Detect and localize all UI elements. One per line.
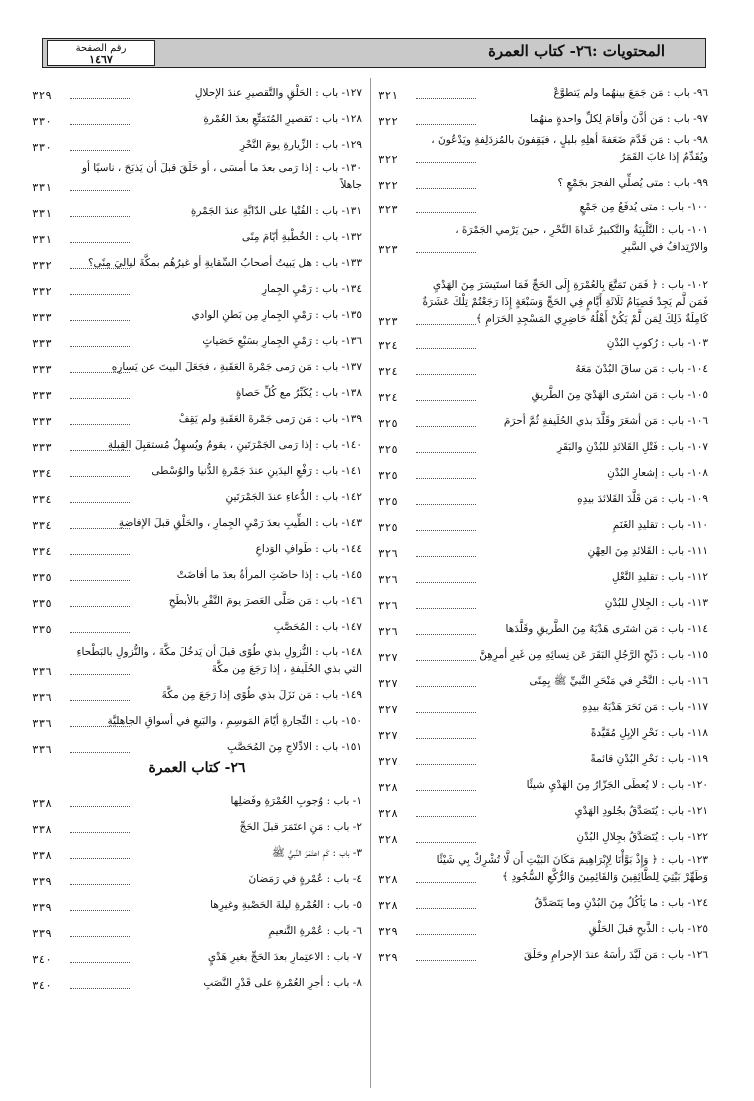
toc-entry[interactable] <box>378 586 708 612</box>
toc-entry-title: ٤- باب : عُمْرةٍ في رَمَضانَ <box>248 873 362 885</box>
toc-entry-page: ٣٣٨ <box>32 797 52 810</box>
toc-entry-title: ١٠٤- باب : مَن ساقَ البُدْنَ مَعَهُ <box>575 363 708 375</box>
toc-entry-page: ٣٢١ <box>378 89 398 102</box>
toc-entry-page: ٣٢٤ <box>378 391 398 404</box>
toc-entry-title: ١١٧- باب : مَن نَحَرَ هَدْيَهُ بيدِهِ <box>582 701 708 713</box>
toc-entry-title: ١٣٣- باب : هل يَبيتُ أصحابُ السِّقايةِ أو غيرُهُم بمكَّةَ لياليَ مِنًى؟ <box>87 257 362 269</box>
toc-entry-title: ١٣٠- باب : إذا رَمى بعدَ ما أمسَى ، أو حَلَقَ قبلَ أن يَذبَحَ ، ناسيًا أو جاهلاً <box>81 162 362 191</box>
toc-entry-title: ٧- باب : الاعتِمارِ بعدَ الحَجِّ بغيرِ هَدْيٍ <box>207 951 362 963</box>
toc-entry-title: ١١٥- باب : ذَبْحِ الرَّجُلِ البَقَرَ عَن نِسائِهِ مِن غَيرِ أمرِهِنَّ <box>479 649 708 661</box>
page-title: المحتويات :٢٦- كتاب العمرة <box>488 42 665 60</box>
toc-entry-page: ٣٣٩ <box>32 901 52 914</box>
toc-entry-page: ٣٣٣ <box>32 441 52 454</box>
toc-entry-title: ١٤٩- باب : مَن نَزَلَ بذي طُوًى إذا رَجَعَ مِن مكَّةَ <box>161 689 362 701</box>
toc-entry-page: ٣٣٣ <box>32 363 52 376</box>
toc-entry-page: ٣٢٢ <box>378 153 398 166</box>
toc-entry-page: ٣٣٨ <box>32 823 52 836</box>
toc-entry-title: ١١٨- باب : نَحْرِ الإبِلِ مُقَيَّدةً <box>590 727 708 739</box>
toc-entry-page: ٣٢٤ <box>378 339 398 352</box>
toc-entry-page: ٣٣٠ <box>32 115 52 128</box>
toc-entry-title: ١٠٩- باب : مَن قَلَّدَ القَلائدَ بيدِهِ <box>577 493 708 505</box>
toc-entry[interactable] <box>378 716 708 742</box>
toc-entry[interactable] <box>378 560 708 586</box>
toc-entry[interactable] <box>378 886 708 912</box>
toc-entry-title: ٩٦- باب : مَن جَمَعَ بينهُما ولم يَتطوَّعْ <box>553 87 708 99</box>
toc-entry[interactable] <box>378 638 708 664</box>
toc-entry[interactable] <box>32 480 362 506</box>
toc-entry-page: ٣٢٦ <box>378 573 398 586</box>
toc-entry-page: ٣٢٧ <box>378 651 398 664</box>
toc-entry[interactable] <box>378 482 708 508</box>
toc-entry-page: ٣٢٣ <box>378 315 398 328</box>
toc-entry[interactable] <box>32 584 362 610</box>
toc-entry-title: ١٣٨- باب : يُكَبِّرُ مع كُلِّ حَصاةٍ <box>235 387 362 399</box>
toc-entry[interactable] <box>32 610 362 636</box>
toc-entry[interactable] <box>378 846 708 886</box>
toc-entry[interactable] <box>378 742 708 768</box>
toc-entry-page: ٣٣٤ <box>32 545 52 558</box>
toc-entry-page: ٣٢٥ <box>378 521 398 534</box>
toc-entry-page: ٣٢٦ <box>378 547 398 560</box>
toc-entry-page: ٣٢٣ <box>378 203 398 216</box>
toc-entry[interactable] <box>378 128 708 166</box>
toc-entry[interactable] <box>378 328 708 352</box>
toc-entry-page: ٣٢٨ <box>378 899 398 912</box>
toc-entry-title: ١٤٦- باب : مَن صَلَّى العَصرَ يومَ النَّفْرِ بالأبطَحِ <box>168 595 362 607</box>
toc-entry[interactable] <box>32 836 362 862</box>
toc-entry[interactable] <box>32 636 362 678</box>
section-heading: ٢٦- كتاب العمرة <box>148 760 246 776</box>
toc-entry[interactable] <box>378 912 708 938</box>
toc-entry[interactable] <box>32 350 362 376</box>
toc-entry-page: ٣٣٣ <box>32 389 52 402</box>
toc-entry[interactable] <box>378 938 708 964</box>
toc-entry[interactable] <box>32 128 362 154</box>
toc-entry-title: ١٣٤- باب : رَمْيِ الجِمارِ <box>261 283 362 295</box>
page-header <box>42 38 706 68</box>
toc-entry-title: ١٢٣- باب : ﴿ وَإِذْ بَوَّأْنَا لِإِبْرَاهِيمَ مَكَانَ البَيْتِ أَن لَّا تُشْرِكْ بِي شَيْئًا وَطَهِّرْ بَيْتِيَ لِلطَّائِفِينَ وَالقَائِمِينَ وَالرُّكَّعِ السُّجُودِ ﴾ <box>436 854 708 883</box>
toc-entry[interactable] <box>32 298 362 324</box>
page-number-box <box>47 40 155 66</box>
toc-entry-title: ١٥٠- باب : التِّجارةِ أيّامَ المَوسِمِ ، والبَيعِ في أسواقِ الجاهليَّةِ <box>107 715 362 727</box>
toc-entry-page: ٣٢٦ <box>378 599 398 612</box>
toc-entry-page: ٣٢٨ <box>378 833 398 846</box>
toc-entry-page: ٣٢٥ <box>378 443 398 456</box>
toc-entry-page: ٣٤٠ <box>32 979 52 992</box>
toc-entry-page: ٣٣٨ <box>32 849 52 862</box>
toc-entry[interactable] <box>378 820 708 846</box>
toc-entry[interactable] <box>32 272 362 298</box>
toc-entry[interactable] <box>32 376 362 402</box>
toc-entry[interactable] <box>378 78 708 102</box>
toc-entry-title: ١٢١- باب : يُتَصَدَّقُ بجُلودِ الهَدْيِ <box>574 805 708 817</box>
toc-entry-page: ٣٣١ <box>32 207 52 220</box>
toc-entry-page: ٣٢٢ <box>378 115 398 128</box>
toc-entry[interactable] <box>378 352 708 378</box>
toc-entry-page: ٣٢٧ <box>378 703 398 716</box>
toc-entry[interactable] <box>378 612 708 638</box>
toc-entry-page: ٣٣٢ <box>32 285 52 298</box>
toc-entry[interactable] <box>378 216 708 256</box>
toc-entry-page: ٣٣٢ <box>32 259 52 272</box>
toc-entry-title: ١٢٤- باب : ما يَأكُلُ مِنَ البُدْنِ وما يَتَصَدَّقُ <box>534 897 708 909</box>
toc-entry-page: ٣٣٦ <box>32 691 52 704</box>
toc-entry[interactable] <box>32 914 362 940</box>
toc-entry-title: ١٥١- باب : الادِّلاجِ مِنَ المُحَصَّبِ <box>226 741 362 753</box>
toc-entry[interactable] <box>378 102 708 128</box>
toc-entry[interactable] <box>32 220 362 246</box>
toc-entry-title: ٦- باب : عُمْرةِ التَّنعيمِ <box>268 925 362 937</box>
toc-entry-page: ٣٣٩ <box>32 927 52 940</box>
toc-entry-title: ١٤٨- باب : النُّزولِ بذي طُوًى قبلَ أن يَدخُلَ مكَّةَ ، والنُّزولِ بالبَطْحاءِ التي بذي الحُلَيفةِ ، إذا رَجَعَ مِن مكَّةَ <box>76 646 362 675</box>
toc-entry[interactable] <box>32 532 362 558</box>
toc-entry-title: ١٤٥- باب : إذا حاضَتِ المرأةُ بعدَ ما أفاضَتْ <box>176 569 362 581</box>
toc-entry-title: ١٤٢- باب : الدُّعاءِ عندَ الجَمْرَتَينِ <box>225 491 362 503</box>
toc-entry-page: ٣٢٧ <box>378 677 398 690</box>
toc-entry-title: ١٠١- باب : التَّلْبِيَةُ والتَّكبيرُ غَداةَ النَّحْرِ ، حينَ يَرْمي الجَمْرَةَ ، والارْتِدافُ في السَّيرِ <box>455 224 708 253</box>
toc-entry-title: ١٢٢- باب : يُتَصَدَّقُ بجِلالِ البُدْنِ <box>576 831 708 843</box>
toc-entry-title: ١١٢- باب : تقليدِ النَّعْلِ <box>611 571 708 583</box>
toc-entry-title: ١٢٦- باب : مَن لَبَّدَ رأسَهُ عندَ الإحرامِ وحَلَقَ <box>524 949 708 961</box>
toc-entry-title: ١٤١- باب : رَفْعِ اليدَينِ عندَ جَمْرةِ الدُّنيا والوُسْطى <box>151 465 362 477</box>
toc-entry-title: ١٣١- باب : الفُتْيا على الدّابَّةِ عندَ الجَمْرةِ <box>190 205 362 217</box>
toc-entry-title: ١٠٢- باب : ﴿ فَمَن تَمَتَّعَ بِالعُمْرَةِ إِلَى الحَجِّ فَمَا استَيسَرَ مِنَ الهَدْيِ فَمَن لَّم يَجِدْ فَصِيَامُ ثَلَاثَةِ أَيَّامٍ فِي الحَجِّ وَسَبْعَةٍ إِذَا رَجَعْتُمْ تِلْكَ عَشَرَةٌ كَامِلَةٌ ذَلِكَ لِمَن لَّمْ يَكُنْ أَهْلُهُ حَاضِرِي المَسْجِدِ الحَرَامِ ﴾ <box>422 279 708 325</box>
toc-entry-title: ١١٦- باب : النَّحْرِ في مَنْحَرِ النَّبيِّ ﷺ بِمِنًى <box>529 675 708 687</box>
toc-entry[interactable] <box>32 888 362 914</box>
toc-entry[interactable] <box>378 534 708 560</box>
toc-entry-page: ٣٣١ <box>32 181 52 194</box>
page-number-label: رقم الصفحة <box>75 43 127 54</box>
toc-entry-page: ٣٣٤ <box>32 467 52 480</box>
toc-entry-page: ٣٣٣ <box>32 415 52 428</box>
toc-entry-page: ٣٣٣ <box>32 311 52 324</box>
toc-entry-title: ١١٣- باب : الجِلالِ للبُدْنِ <box>604 597 708 609</box>
toc-entry-page: ٣٢٢ <box>378 179 398 192</box>
toc-entry-page: ٣٢٨ <box>378 807 398 820</box>
toc-entry-title: ١٣٢- باب : الخُطْبةِ أيّامَ مِنًى <box>241 231 362 243</box>
toc-entry-page: ٣٣٤ <box>32 519 52 532</box>
toc-entry-page: ٣٢٥ <box>378 495 398 508</box>
toc-entry-title: ١٣٩- باب : مَن رَمى جَمْرةَ العَقَبةِ ولم يَقِفْ <box>178 413 362 425</box>
toc-entry[interactable] <box>378 378 708 404</box>
toc-entry-title: ١٠٧- باب : فَتْلِ القَلائدِ للبُدْنِ والبَقَرِ <box>557 441 708 453</box>
toc-entry-title: ٩٧- باب : مَن أذَّنَ وأقامَ لِكلِّ واحدةٍ منهُما <box>529 113 708 125</box>
toc-entry-page: ٣٣٦ <box>32 717 52 730</box>
toc-entry[interactable] <box>32 246 362 272</box>
toc-entry[interactable] <box>378 256 708 328</box>
toc-entry[interactable] <box>378 768 708 794</box>
toc-entry-page: ٣٢٧ <box>378 729 398 742</box>
toc-entry-title: ١٣٦- باب : رَمْيِ الجِمارِ بسَبْعِ حَصَياتٍ <box>202 335 362 347</box>
toc-entry-page: ٣٢٣ <box>378 243 398 256</box>
toc-entry[interactable] <box>378 794 708 820</box>
toc-entry[interactable] <box>32 784 362 810</box>
toc-entry[interactable] <box>32 154 362 194</box>
toc-entry-page: ٣٢٧ <box>378 755 398 768</box>
toc-entry-page: ٣٢٥ <box>378 469 398 482</box>
toc-entry-page: ٣٢٦ <box>378 625 398 638</box>
toc-entry-title: ١٣٧- باب : مَن رَمى جَمْرةَ العَقَبةِ ، فجَعَلَ البيتَ عن يَسارِهِ <box>111 361 362 373</box>
toc-entry-page: ٣٢٩ <box>378 951 398 964</box>
toc-entry[interactable] <box>32 810 362 836</box>
toc-entry-title: ١٠٣- باب : رُكوبِ البُدْنِ <box>606 337 708 349</box>
toc-entry-page: ٣٣٦ <box>32 665 52 678</box>
toc-entry[interactable] <box>378 690 708 716</box>
toc-entry-title: ١٤٧- باب : المُحَصَّبِ <box>273 621 362 633</box>
toc-entry[interactable] <box>32 506 362 532</box>
toc-entry-title: ١١٤- باب : مَن اشتَرى هَدْيَهُ مِنَ الطَّريقِ وقَلَّدَها <box>505 623 708 635</box>
toc-entry-title: ١١١- باب : القَلائدِ مِنَ العِهْنِ <box>587 545 708 557</box>
toc-entry-page: ٣٢٨ <box>378 873 398 886</box>
toc-entry[interactable] <box>378 404 708 430</box>
toc-entry-title: ٨- باب : أجرِ العُمْرةِ على قَدْرِ النَّصَبِ <box>203 977 362 989</box>
page-number: ١٤٦٧ <box>89 53 113 66</box>
toc-entry-title: ١- باب : وُجوبِ العُمْرَةِ وفَضلِها <box>230 795 362 807</box>
toc-entry-title: ٥- باب : العُمْرةِ ليلةَ الحَصْبةِ وغيرِها <box>210 899 362 911</box>
toc-entry-page: ٣٢٩ <box>378 925 398 938</box>
toc-entry[interactable] <box>32 78 362 102</box>
toc-entry[interactable] <box>378 664 708 690</box>
toc-entry[interactable] <box>32 966 362 992</box>
toc-entry[interactable] <box>378 166 708 192</box>
toc-entry[interactable] <box>32 704 362 730</box>
toc-entry[interactable] <box>378 430 708 456</box>
toc-entry-title: ٢- باب : مَنِ اعتَمَرَ قبلَ الحَجِّ <box>239 821 362 833</box>
toc-entry-page: ٣٣٥ <box>32 597 52 610</box>
toc-entry-page: ٣٣٩ <box>32 875 52 888</box>
toc-entry[interactable] <box>32 102 362 128</box>
toc-entry-title: ١٤٤- باب : طَوافِ الوَداعِ <box>255 543 362 555</box>
toc-entry[interactable] <box>32 428 362 454</box>
toc-entry-title: ١٤٣- باب : الطِّيبِ بعدَ رَمْيِ الجِمارِ ، والحَلْقِ قبلَ الإفاضةِ <box>118 517 362 529</box>
toc-entry-title: ١١٩- باب : نَحْرِ البُدْنِ قائمةً <box>590 753 708 765</box>
toc-entry-title: ١٠٦- باب : مَن أشعَرَ وقَلَّدَ بذي الحُلَيفةِ ثُمَّ أحرَمَ <box>503 415 708 427</box>
toc-entry-page: ٣٢٥ <box>378 417 398 430</box>
toc-entry[interactable] <box>32 454 362 480</box>
toc-entry[interactable] <box>32 678 362 704</box>
toc-entry-page: ٣٢٩ <box>32 89 52 102</box>
toc-entry-title: ١٢٥- باب : الذَّبحِ قبلَ الحَلْقِ <box>588 923 708 935</box>
toc-entry-page: ٣٣٥ <box>32 571 52 584</box>
toc-entry[interactable] <box>378 192 708 216</box>
toc-entry-page: ٣٣٥ <box>32 623 52 636</box>
toc-entry-page: ٣٣٦ <box>32 743 52 756</box>
toc-entry[interactable] <box>32 402 362 428</box>
toc-entry-title: ١٢٧- باب : الحَلْقِ والتَّقصيرِ عندَ الإحلالِ <box>194 87 362 99</box>
toc-entry-page: ٣٢٤ <box>378 365 398 378</box>
column-divider <box>370 78 371 1088</box>
toc-entry-page: ٣٣٣ <box>32 337 52 350</box>
toc-entry[interactable] <box>378 508 708 534</box>
toc-entry[interactable] <box>32 940 362 966</box>
toc-entry-page: ٣٣٤ <box>32 493 52 506</box>
toc-entry-page: ٣٤٠ <box>32 953 52 966</box>
toc-entry-title: ١٢٨- باب : تَقصيرِ المُتَمَتِّعِ بعدَ العُمْرةِ <box>203 113 362 125</box>
toc-entry-title: ١٠٥- باب : مَن اشتَرى الهَدْيَ مِنَ الطَّريقِ <box>531 389 708 401</box>
toc-entry-title: ١٢٠- باب : لا يُعطَى الجَزّارُ مِنَ الهَدْيِ شيئًا <box>526 779 708 791</box>
toc-entry[interactable] <box>32 558 362 584</box>
toc-entry[interactable] <box>32 324 362 350</box>
toc-entry-page: ٣٣٠ <box>32 141 52 154</box>
toc-entry-title: ٣- باب : كَمِ اعتَمَرَ النَّبيُّ ﷺ <box>272 847 362 859</box>
toc-entry-title: ١٤٠- باب : إذا رَمى الجَمْرَتَينِ ، يقومُ ويُسهِلُ مُستقبِلَ القِبلةِ <box>107 439 362 451</box>
toc-entry[interactable] <box>32 194 362 220</box>
toc-entry-title: ١١٠- باب : تقليدِ الغَنَمِ <box>612 519 708 531</box>
toc-entry[interactable] <box>378 456 708 482</box>
toc-entry-title: ٩٩- باب : متى يُصلِّي الفجرَ بجَمْعٍ ؟ <box>557 177 708 189</box>
toc-entry[interactable] <box>32 862 362 888</box>
toc-entry-page: ٣٢٨ <box>378 781 398 794</box>
toc-entry-title: ١٢٩- باب : الزِّيارةِ يومَ النَّحْرِ <box>239 139 362 151</box>
toc-entry-title: ١٠٨- باب : إشعارِ البُدْنِ <box>607 467 708 479</box>
toc-entry-title: ١٠٠- باب : متى يُدفَعُ مِن جَمْعٍ <box>579 201 708 213</box>
toc-entry-page: ٣٣١ <box>32 233 52 246</box>
toc-entry[interactable] <box>32 730 362 756</box>
toc-entry-title: ١٣٥- باب : رَمْيِ الجِمارِ مِن بَطنِ الوادي <box>191 309 362 321</box>
toc-entry-title: ٩٨- باب : مَن قَدَّمَ ضَعَفةَ أهلِهِ بليلٍ ، فيَقِفونَ بالمُزدَلِفةِ ويَدْعُونَ ، ويُقَدِّمُ إذا غابَ القَمَرُ <box>431 134 708 163</box>
